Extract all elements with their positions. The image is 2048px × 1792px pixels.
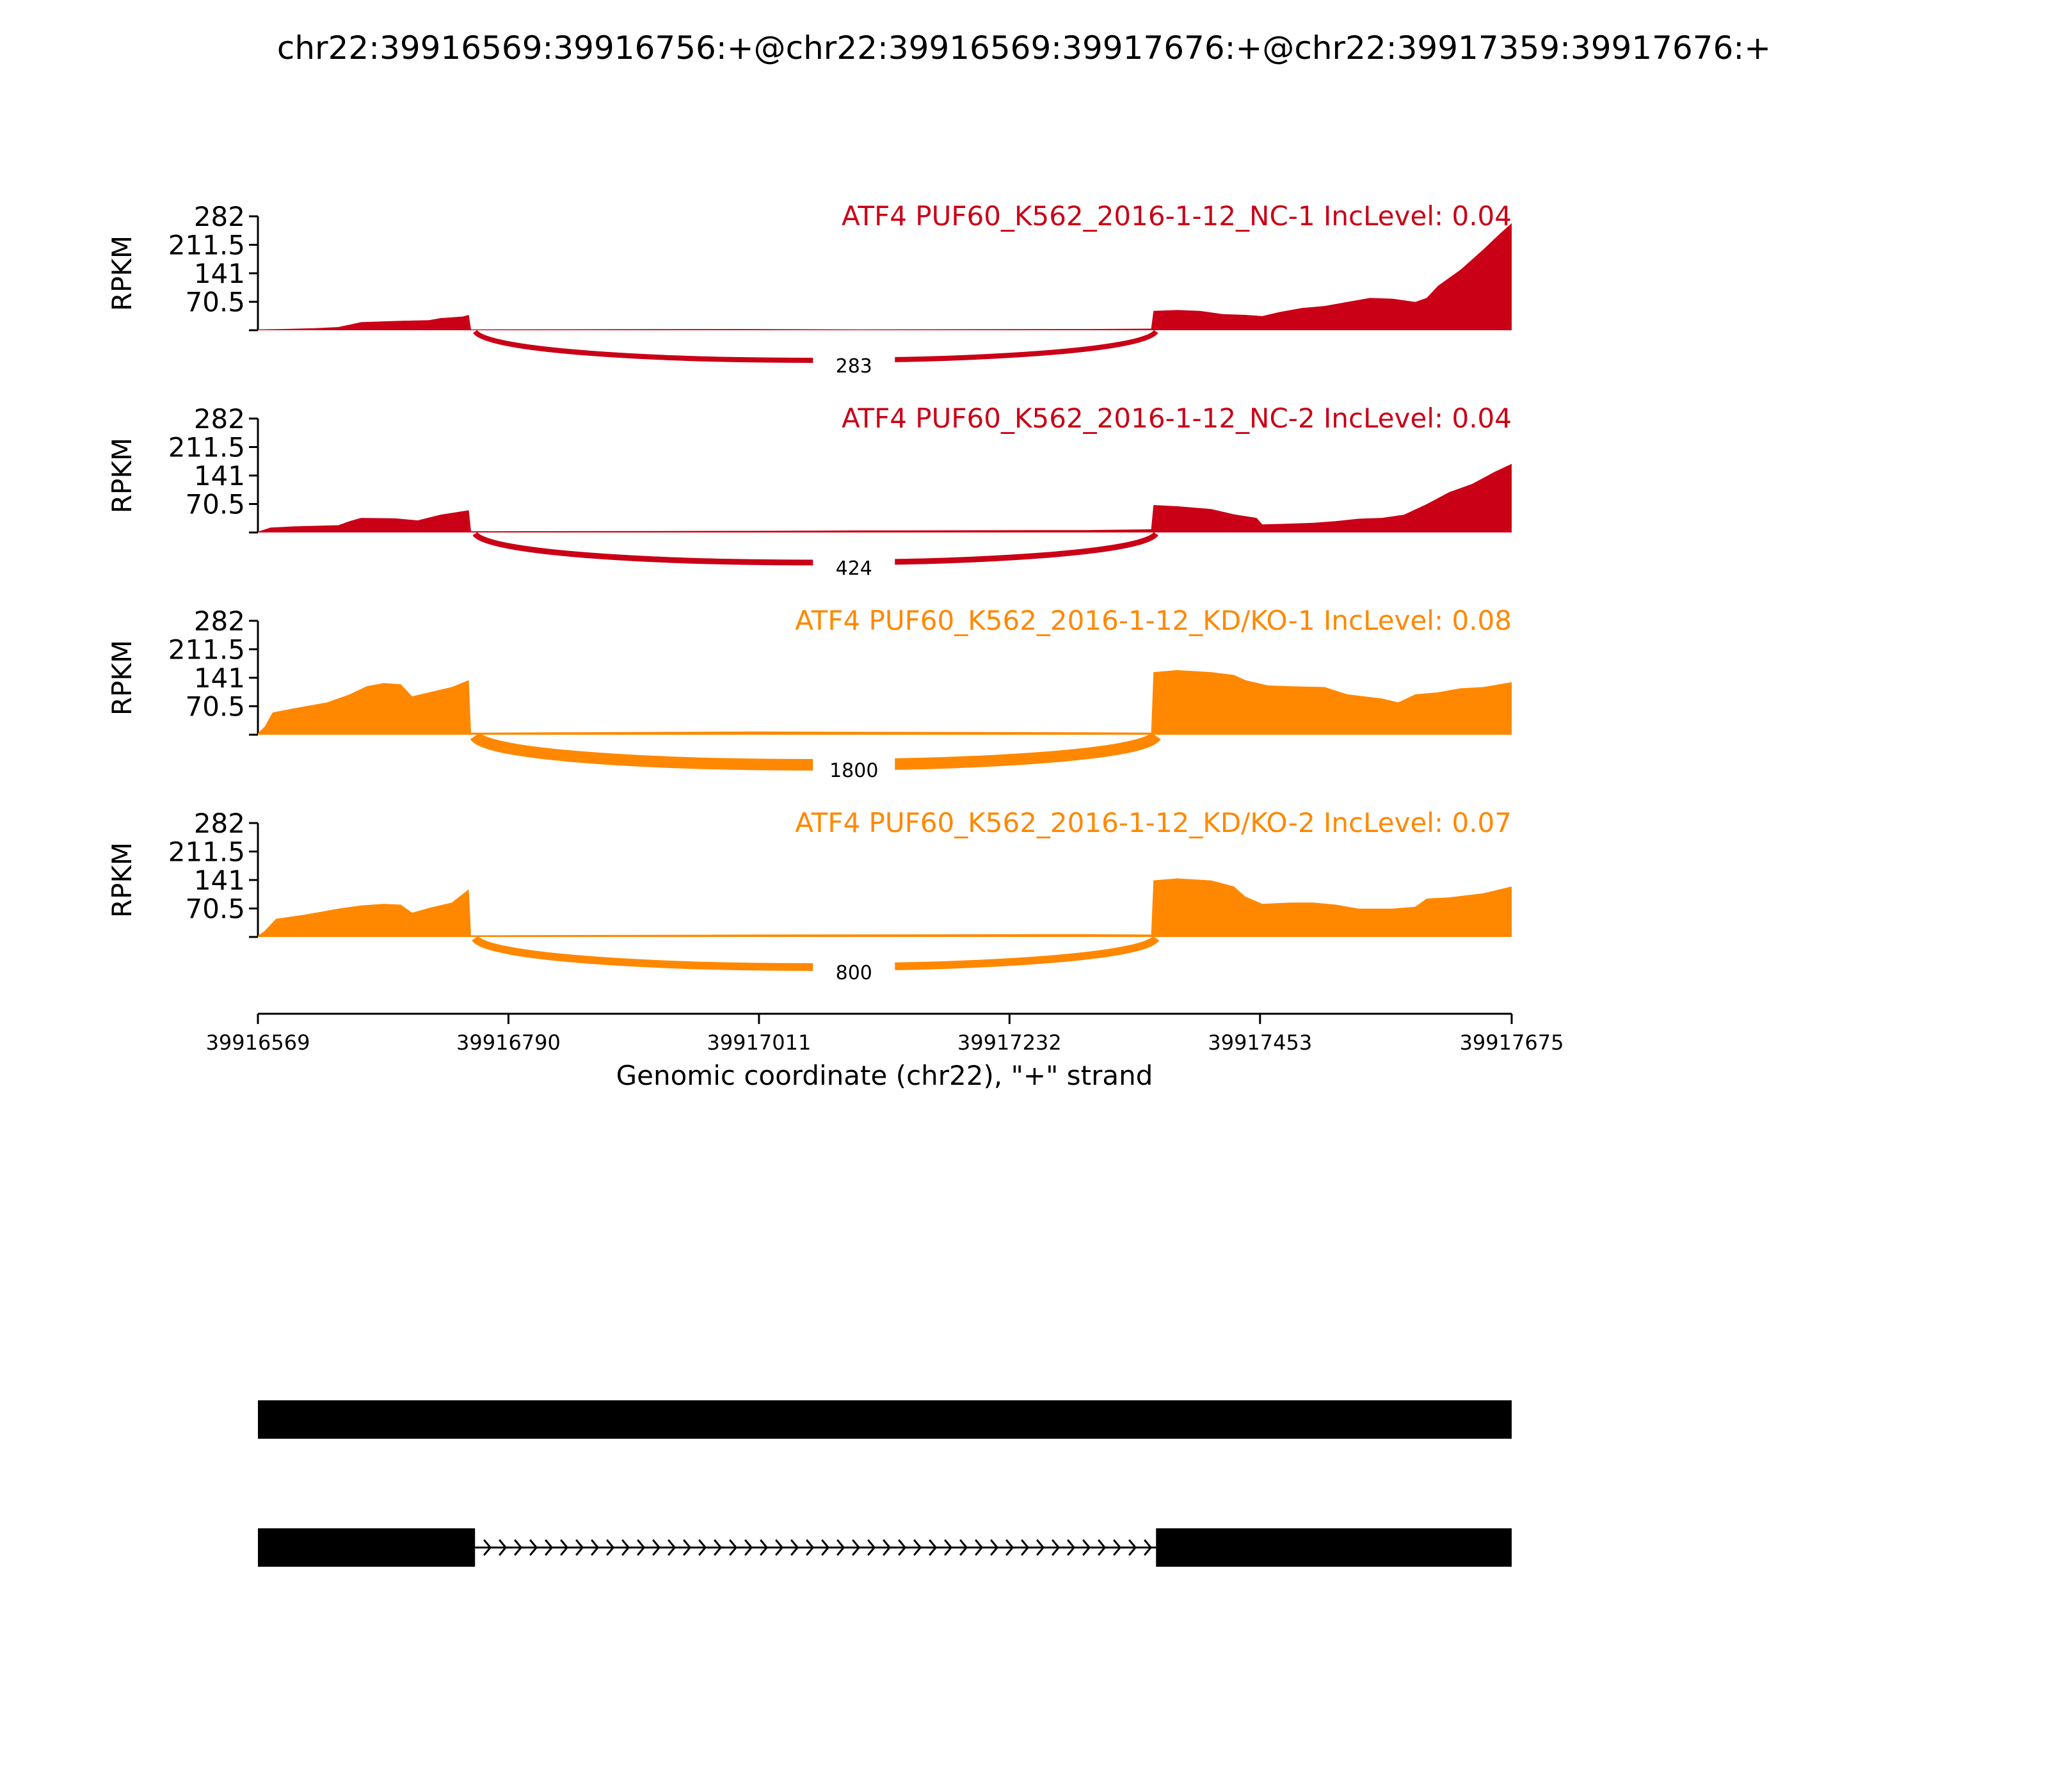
x-tick-label: 39916790 bbox=[456, 1030, 561, 1055]
y-tick-label: 211.5 bbox=[168, 634, 245, 666]
y-tick-label: 70.5 bbox=[185, 691, 245, 723]
y-tick-label: 141 bbox=[193, 865, 245, 896]
x-tick-label: 39917453 bbox=[1208, 1030, 1313, 1055]
x-tick-label: 39917011 bbox=[707, 1030, 812, 1055]
isoform-exon bbox=[258, 1528, 475, 1567]
y-axis-label: RPKM bbox=[106, 235, 138, 312]
y-tick-label: 141 bbox=[193, 460, 245, 492]
y-tick-label: 70.5 bbox=[185, 286, 245, 318]
coverage-panels bbox=[106, 200, 1512, 987]
y-tick-label: 211.5 bbox=[168, 229, 245, 261]
y-tick-label: 70.5 bbox=[185, 893, 245, 925]
y-tick-label: 211.5 bbox=[168, 431, 245, 463]
y-axis-label: RPKM bbox=[106, 842, 138, 918]
y-tick-label: 141 bbox=[193, 662, 245, 694]
y-tick-label: 70.5 bbox=[185, 488, 245, 520]
junction-count: 800 bbox=[835, 962, 872, 984]
junction-count: 424 bbox=[835, 557, 872, 580]
y-tick-label: 282 bbox=[193, 605, 245, 637]
coverage-panel bbox=[106, 200, 1512, 380]
sample-label: ATF4 PUF60_K562_2016-1-12_KD/KO-2 IncLevel: 0.07 bbox=[795, 807, 1512, 838]
y-tick-label: 282 bbox=[193, 808, 245, 839]
sample-label: ATF4 PUF60_K562_2016-1-12_KD/KO-1 IncLevel: 0.08 bbox=[795, 605, 1512, 636]
y-axis-label: RPKM bbox=[106, 437, 138, 514]
isoform-exon bbox=[258, 1400, 1512, 1439]
coverage-area bbox=[258, 223, 1512, 330]
coverage-panel bbox=[106, 605, 1512, 785]
gene-model bbox=[258, 1400, 1512, 1567]
coverage-panel bbox=[106, 807, 1512, 987]
x-tick-label: 39917232 bbox=[957, 1030, 1062, 1055]
x-tick-label: 39917675 bbox=[1459, 1030, 1564, 1055]
sample-label: ATF4 PUF60_K562_2016-1-12_NC-2 IncLevel: 0.04 bbox=[841, 403, 1512, 434]
coverage-area bbox=[258, 879, 1512, 938]
x-axis-label: Genomic coordinate (chr22), "+" strand bbox=[616, 1060, 1153, 1091]
y-tick-label: 282 bbox=[193, 201, 245, 232]
x-axis bbox=[206, 1014, 1564, 1055]
coverage-area bbox=[258, 670, 1512, 735]
sample-label: ATF4 PUF60_K562_2016-1-12_NC-1 IncLevel: 0.04 bbox=[841, 200, 1512, 232]
junction-count: 1800 bbox=[829, 760, 879, 782]
y-tick-label: 282 bbox=[193, 403, 245, 435]
y-tick-label: 211.5 bbox=[168, 836, 245, 868]
y-axis-label: RPKM bbox=[106, 639, 138, 716]
x-tick-label: 39916569 bbox=[205, 1030, 310, 1055]
coverage-area bbox=[258, 464, 1512, 532]
figure-title: chr22:39916569:39916756:+@chr22:39916569:39917676:+@chr22:39917359:39917676:+ bbox=[276, 29, 1772, 67]
junction-count: 283 bbox=[835, 355, 872, 378]
isoform-exon bbox=[1156, 1528, 1512, 1567]
y-tick-label: 141 bbox=[193, 258, 245, 289]
coverage-panel bbox=[106, 403, 1512, 582]
